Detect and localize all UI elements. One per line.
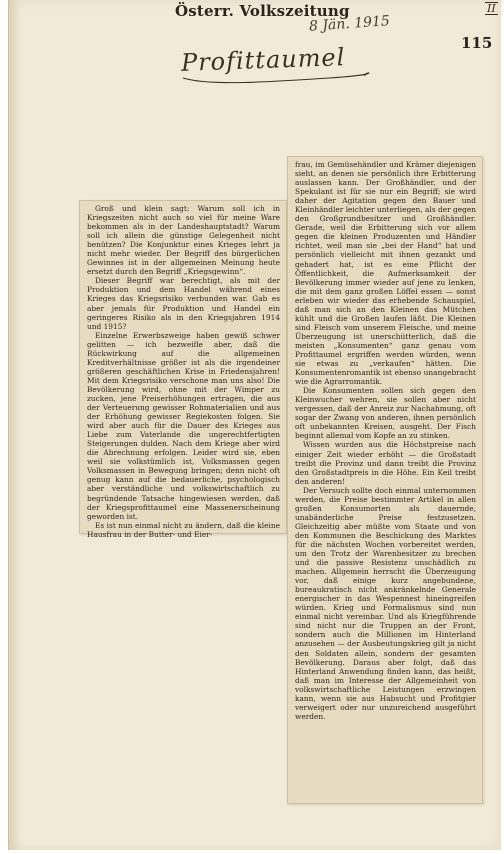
document-page (8, 0, 501, 850)
paragraph: Groß und klein sagt: Warum soll ich in Kriegszeiten nicht auch so viel für meine Ware bekommen als in der Landeshauptstadt? Warum soll ich allein die günstige Gelegenheit nicht benützen? Die Konjunktur eines Krieges lehrt ja nicht mehr wieder. Der Begriff des bürgerlichen Gewinnes ist in der allgemeinen Meinung heute ersetzt durch den Begriff „Kriegsgewinn“. (87, 204, 280, 277)
article-column-left (80, 201, 286, 541)
handwritten-date: 8 Jän. 1915 (308, 13, 391, 35)
paragraph: Der Versuch sollte doch einmal unternommen werden, die Preise bestimmter Artikel in allen großen Konsumorten als dauernde, unabänderliche Preise festzusetzen. Gleichzeitig aber müßte vom Staate und von den Kommunen die Beschickung des Marktes für die nächsten Wochen vorbereitet werden, um den Trotz der Warenbesitzer zu brechen und die passive Resistenz unschädlich zu machen. Allgemein herrscht die Überzeugung vor, daß einige kurz angebundene, bureaukratisch nicht ankränkelnde Generale energischer in das Wespennest hineingreifen würden. Krieg und Formalismus sind nun einmal nicht vereinbar. Und als Kriegführende sind nicht nur die Truppen an der Front, sondern auch die Millionen im Hinterland anzusehen — der Ausbeutungskrieg gilt ja nicht den Soldaten allein, sondern der gesamten Bevölkerung. Daraus aber folgt, daß das Hinterland Anwendung finden kann, das heißt, daß man im Interesse der Allgemeinheit von volkswirtschaftliche Leistungen erzwingen kann, wenn sie aus Habsucht und Profitgier verweigert oder nur unzureichend ausgeführt werden. (295, 485, 476, 721)
paragraph: Es ist nun einmal nicht zu ändern, daß die kleine Hausfrau in der Butter- und Eier- (87, 520, 280, 539)
newspaper-clipping-right (287, 156, 483, 804)
article-column-right (288, 157, 482, 723)
paragraph: Dieser Begriff war berechtigt, als mit der Produktion und dem Handel während eines Krieges das Kriegsrisiko verbunden war. Gab es aber jemals für Produktion und Handel ein geringeres Risiko als in den Kriegsjahren 1914 und 1915? (87, 276, 280, 331)
paragraph: frau, im Gemüsehändler und Krämer diejenigen sieht, an denen sie persönlich ihre Erbitterung auslassen kann. Der Großhändler, und der Spekulant ist für sie nur ein Begriff; sie wird daher der Agitation gegen den Bauer und Kleinhändler leichter unterliegen, als der gegen den Großgrundbesitzer und Großhändler. Gerade, weil die Erbitterung sich vor allem gegen die kleinen Produzenten und Händler richtet, weil man sie „bei der Hand“ hat und persönlich vielleicht mit ihnen gezankt und gehadert hat, ist es eine Pflicht der Öffentlichkeit, die Aufmerksamkeit der Bevölkerung immer wieder auf jene zu lenken, die mit dem ganz großen Löffel essen — sonst erleben wir wieder das erhebende Schauspiel, daß man sich an den Kleinen das Mütchen kühlt und die Großen laufen läßt. Die Kleinen sind Fleisch vom unserem Fleische, und meine Überzeugung ist unerschütterlich, daß die meisten „Konsumenten“ ganz genau vom Profittaumel ergriffen werden würden, wenn sie etwas zu „verkaufen“ hätten. Die Konsumentenromantik ist ebenso unangebracht wie die Agrarromantik. (295, 160, 476, 387)
paragraph: Wissen wurden aus die Höchstpreise nach einiger Zeit wieder erhöht — die Großstadt treibt die Provinz und dann treibt die Provinz den Großstadtpreis in die Höhe. Ein Keil treibt den anderen! (295, 440, 476, 486)
newspaper-name: Österr. Volkszeitung (175, 2, 350, 20)
roman-marker: II (487, 2, 496, 15)
paragraph: Die Konsumenten sollen sich gegen den Kleinwucher wehren, sie sollen aber nicht vergessen, daß der Anreiz zur Nachahmung, oft sogar der Zwang von anderen, ihnen persönlich oft unbekannten Kreisen, ausgeht. Der Fisch beginnt allemal vom Kopfe an zu stinken. (295, 386, 476, 441)
paragraph: Einzelne Erwerbszweige haben gewiß schwer gelitten — ich bezweifle aber, daß die Rückwirkung auf die allgemeinen Kreditverhältnisse größer ist als die irgendeiner größeren geschäftlichen Krise in Friedensjahren! Mit dem Kriegsrisiko verschone man uns also! Die Bevölkerung wird, ohne mit der Wimper zu zucken, jene Preiserhöhungen ertragen, die aus der Verteuerung gewisser Rohmaterialien und aus der Erhöhung gewisser Regiekosten folgen. Sie wird aber auch für die Dauer des Krieges aus Liebe zum Vaterlande die ungerechtfertigten Steigerungen dulden. Nach dem Kriege aber wird die Abrechnung erfolgen. Leider wird sie, eben weil sie volkstümlich ist, Volksmassen gegen Volksmassen in Bewegung bringen; denn nicht oft genug kann auf die bedauerliche, psychologisch aber verständliche und volkswirtschaftlich zu begründende Tatsache hingewiesen werden, daß der Kriegsprofittaumel eine Massenerscheinung geworden ist. (87, 330, 280, 521)
page-number: 115 (461, 34, 493, 52)
paper-edge-shadow (9, 0, 21, 850)
handwritten-title: Profittaumel (180, 43, 346, 77)
newspaper-clipping-left (79, 200, 287, 539)
